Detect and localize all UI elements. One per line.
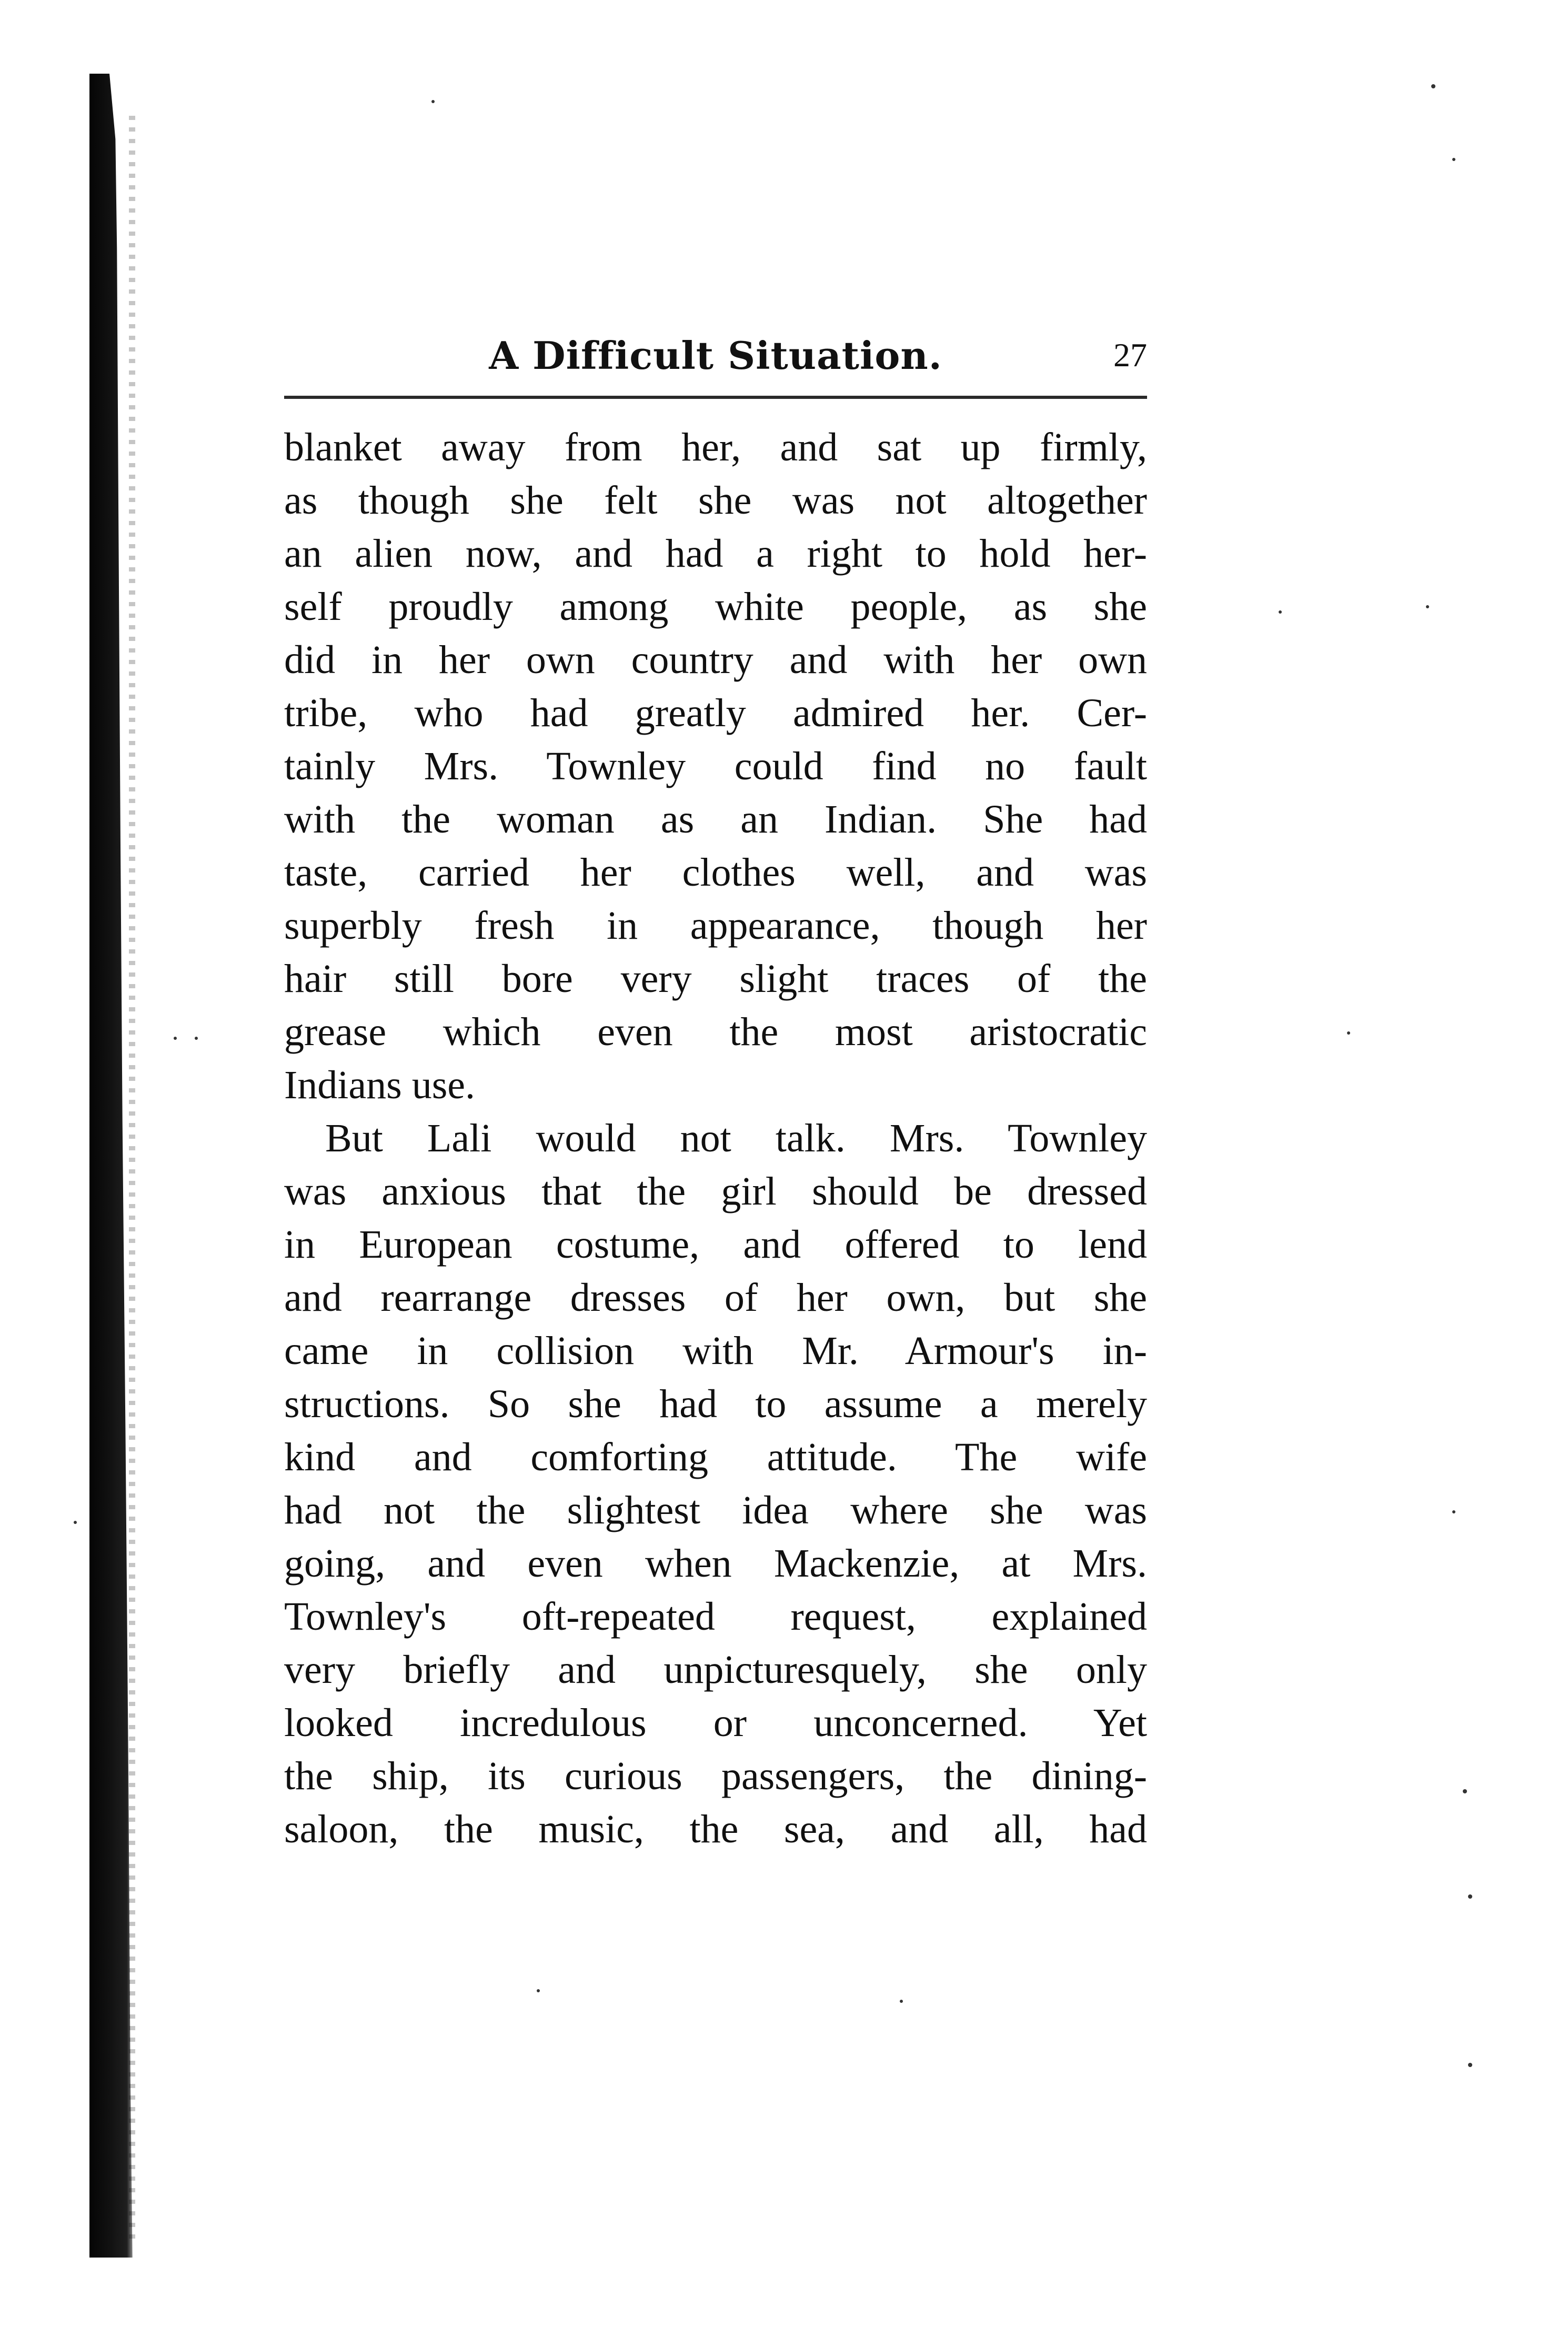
text-line: as though she felt she was not altogether <box>284 478 1147 523</box>
text-line: But Lali would not talk. Mrs. Townley <box>325 1116 1147 1160</box>
speck <box>1463 1789 1467 1793</box>
text-line: an alien now, and had a right to hold her- <box>284 531 1147 576</box>
text-line: Indians use. <box>284 1063 476 1107</box>
speck <box>1468 1894 1472 1899</box>
speck <box>174 1037 177 1040</box>
text-line: tainly Mrs. Townley could find no fault <box>284 744 1147 788</box>
text-line: saloon, the music, the sea, and all, had <box>284 1807 1147 1851</box>
speck <box>1279 610 1282 614</box>
text-line: kind and comforting attitude. The wife <box>284 1435 1147 1479</box>
page-number: 27 <box>1113 336 1147 374</box>
text-line: the ship, its curious passengers, the dining- <box>284 1754 1147 1798</box>
speck <box>74 1521 77 1524</box>
running-title: A Difficult Situation. <box>489 333 942 378</box>
speck <box>1431 84 1435 88</box>
binding-shadow <box>129 116 135 2242</box>
speck <box>195 1037 198 1040</box>
text-line: self proudly among white people, as she <box>284 585 1147 629</box>
text-line: was anxious that the girl should be dressed <box>284 1169 1147 1213</box>
text-line: superbly fresh in appearance, though her <box>284 904 1147 948</box>
text-line: hair still bore very slight traces of the <box>284 957 1147 1001</box>
text-line: came in collision with Mr. Armour's in- <box>284 1329 1147 1373</box>
text-line: blanket away from her, and sat up firmly, <box>284 425 1147 469</box>
speck <box>1468 2063 1472 2067</box>
text-line: looked incredulous or unconcerned. Yet <box>284 1701 1147 1745</box>
text-line: very briefly and unpicturesquely, she only <box>284 1648 1147 1692</box>
body-text <box>284 421 1147 1856</box>
text-line: structions. So she had to assume a merely <box>284 1382 1147 1426</box>
header-rule <box>284 396 1147 399</box>
page-header <box>284 326 1147 384</box>
speck <box>1347 1031 1350 1035</box>
text-line: in European costume, and offered to lend <box>284 1222 1147 1267</box>
text-line: did in her own country and with her own <box>284 638 1147 682</box>
speck <box>900 2000 903 2003</box>
text-line: tribe, who had greatly admired her. Cer- <box>284 691 1147 735</box>
speck <box>431 100 435 103</box>
text-line: had not the slightest idea where she was <box>284 1488 1147 1532</box>
text-line: taste, carried her clothes well, and was <box>284 850 1147 895</box>
text-line: going, and even when Mackenzie, at Mrs. <box>284 1541 1147 1586</box>
text-line: grease which even the most aristocratic <box>284 1010 1147 1054</box>
speck <box>1452 158 1455 161</box>
speck <box>537 1989 540 1992</box>
text-line: Townley's oft-repeated request, explained <box>284 1594 1147 1639</box>
text-line: and rearrange dresses of her own, but she <box>284 1276 1147 1320</box>
speck <box>1452 1510 1455 1513</box>
text-line: with the woman as an Indian. She had <box>284 797 1147 841</box>
speck <box>1426 605 1429 608</box>
